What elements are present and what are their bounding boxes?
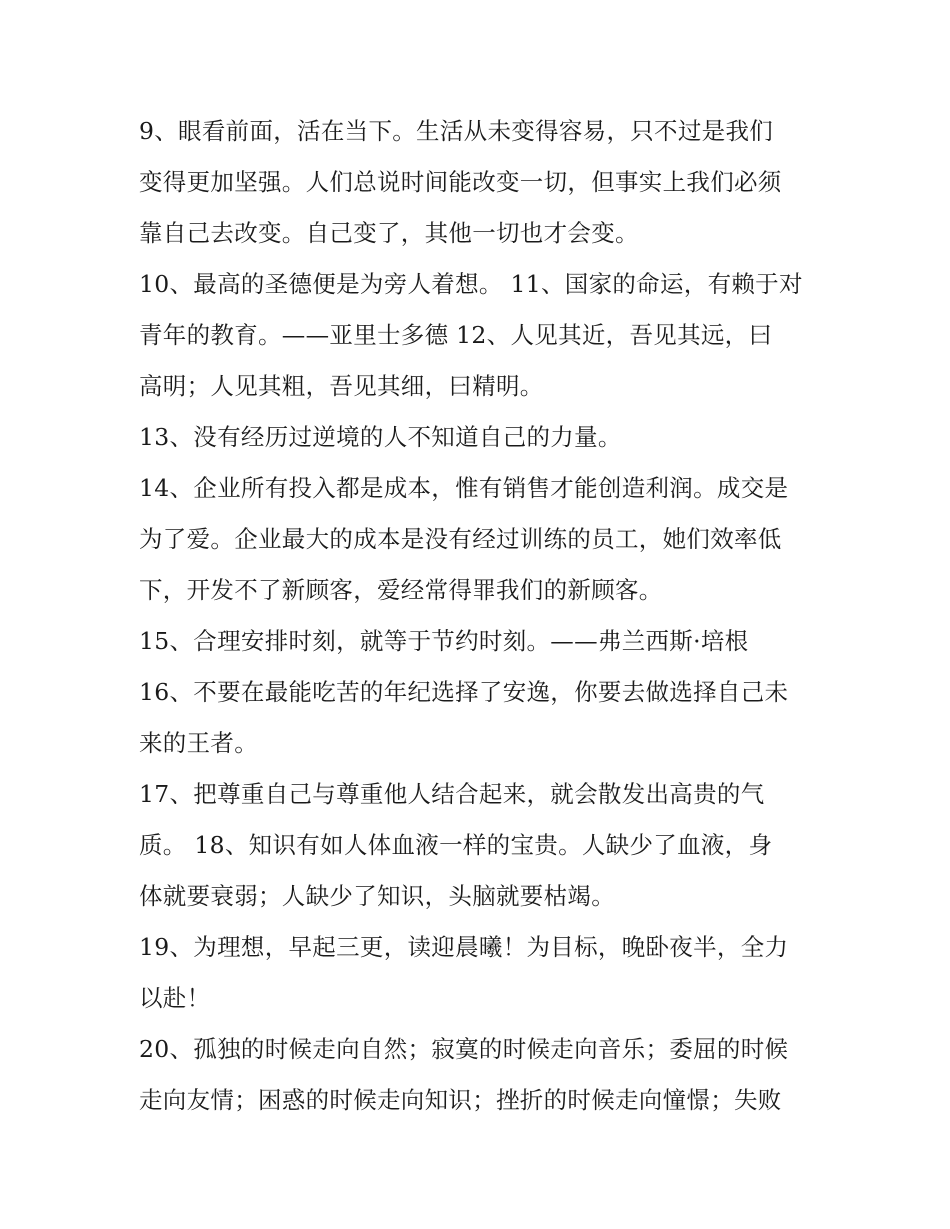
text-line: 以赴！	[139, 984, 211, 1012]
text-line: 14、企业所有投入都是成本，惟有销售才能创造利润。成交是	[139, 474, 789, 502]
text-line: 走向友情；困惑的时候走向知识；挫折的时候走向憧憬；失败	[139, 1086, 782, 1114]
text-line: 青年的教育。——亚里士多德 12、人见其近，吾见其远，曰	[139, 321, 773, 349]
text-line: 16、不要在最能吃苦的年纪选择了安逸，你要去做选择自己未	[139, 678, 789, 706]
quote-text-block	[139, 106, 819, 1126]
text-line: 为了爱。企业最大的成本是没有经过训练的员工，她们效率低	[139, 525, 782, 553]
text-line: 变得更加坚强。人们总说时间能改变一切，但事实上我们必须	[139, 168, 782, 196]
text-line: 13、没有经历过逆境的人不知道自己的力量。	[139, 423, 622, 451]
text-line: 15、合理安排时刻，就等于节约时刻。——弗兰西斯·培根	[139, 627, 749, 655]
text-line: 靠自己去改变。自己变了，其他一切也才会变。	[139, 219, 639, 247]
text-line: 20、孤独的时候走向自然；寂寞的时候走向音乐；委屈的时候	[139, 1035, 789, 1063]
text-line: 下，开发不了新顾客，爱经常得罪我们的新顾客。	[139, 576, 663, 604]
text-line: 19、为理想，早起三更，读迎晨曦！为目标，晚卧夜半，全力	[139, 933, 789, 961]
text-line: 9、眼看前面，活在当下。生活从未变得容易，只不过是我们	[139, 117, 774, 145]
text-line: 体就要衰弱；人缺少了知识，头脑就要枯竭。	[139, 882, 615, 910]
text-line: 高明；人见其粗，吾见其细，曰精明。	[139, 372, 544, 400]
text-line: 17、把尊重自己与尊重他人结合起来，就会散发出高贵的气	[139, 780, 765, 808]
text-line: 质。 18、知识有如人体血液一样的宝贵。人缺少了血液，身	[139, 831, 773, 859]
text-line: 10、最高的圣德便是为旁人着想。 11、国家的命运，有赖于对	[139, 270, 803, 298]
text-line: 来的王者。	[139, 729, 258, 757]
